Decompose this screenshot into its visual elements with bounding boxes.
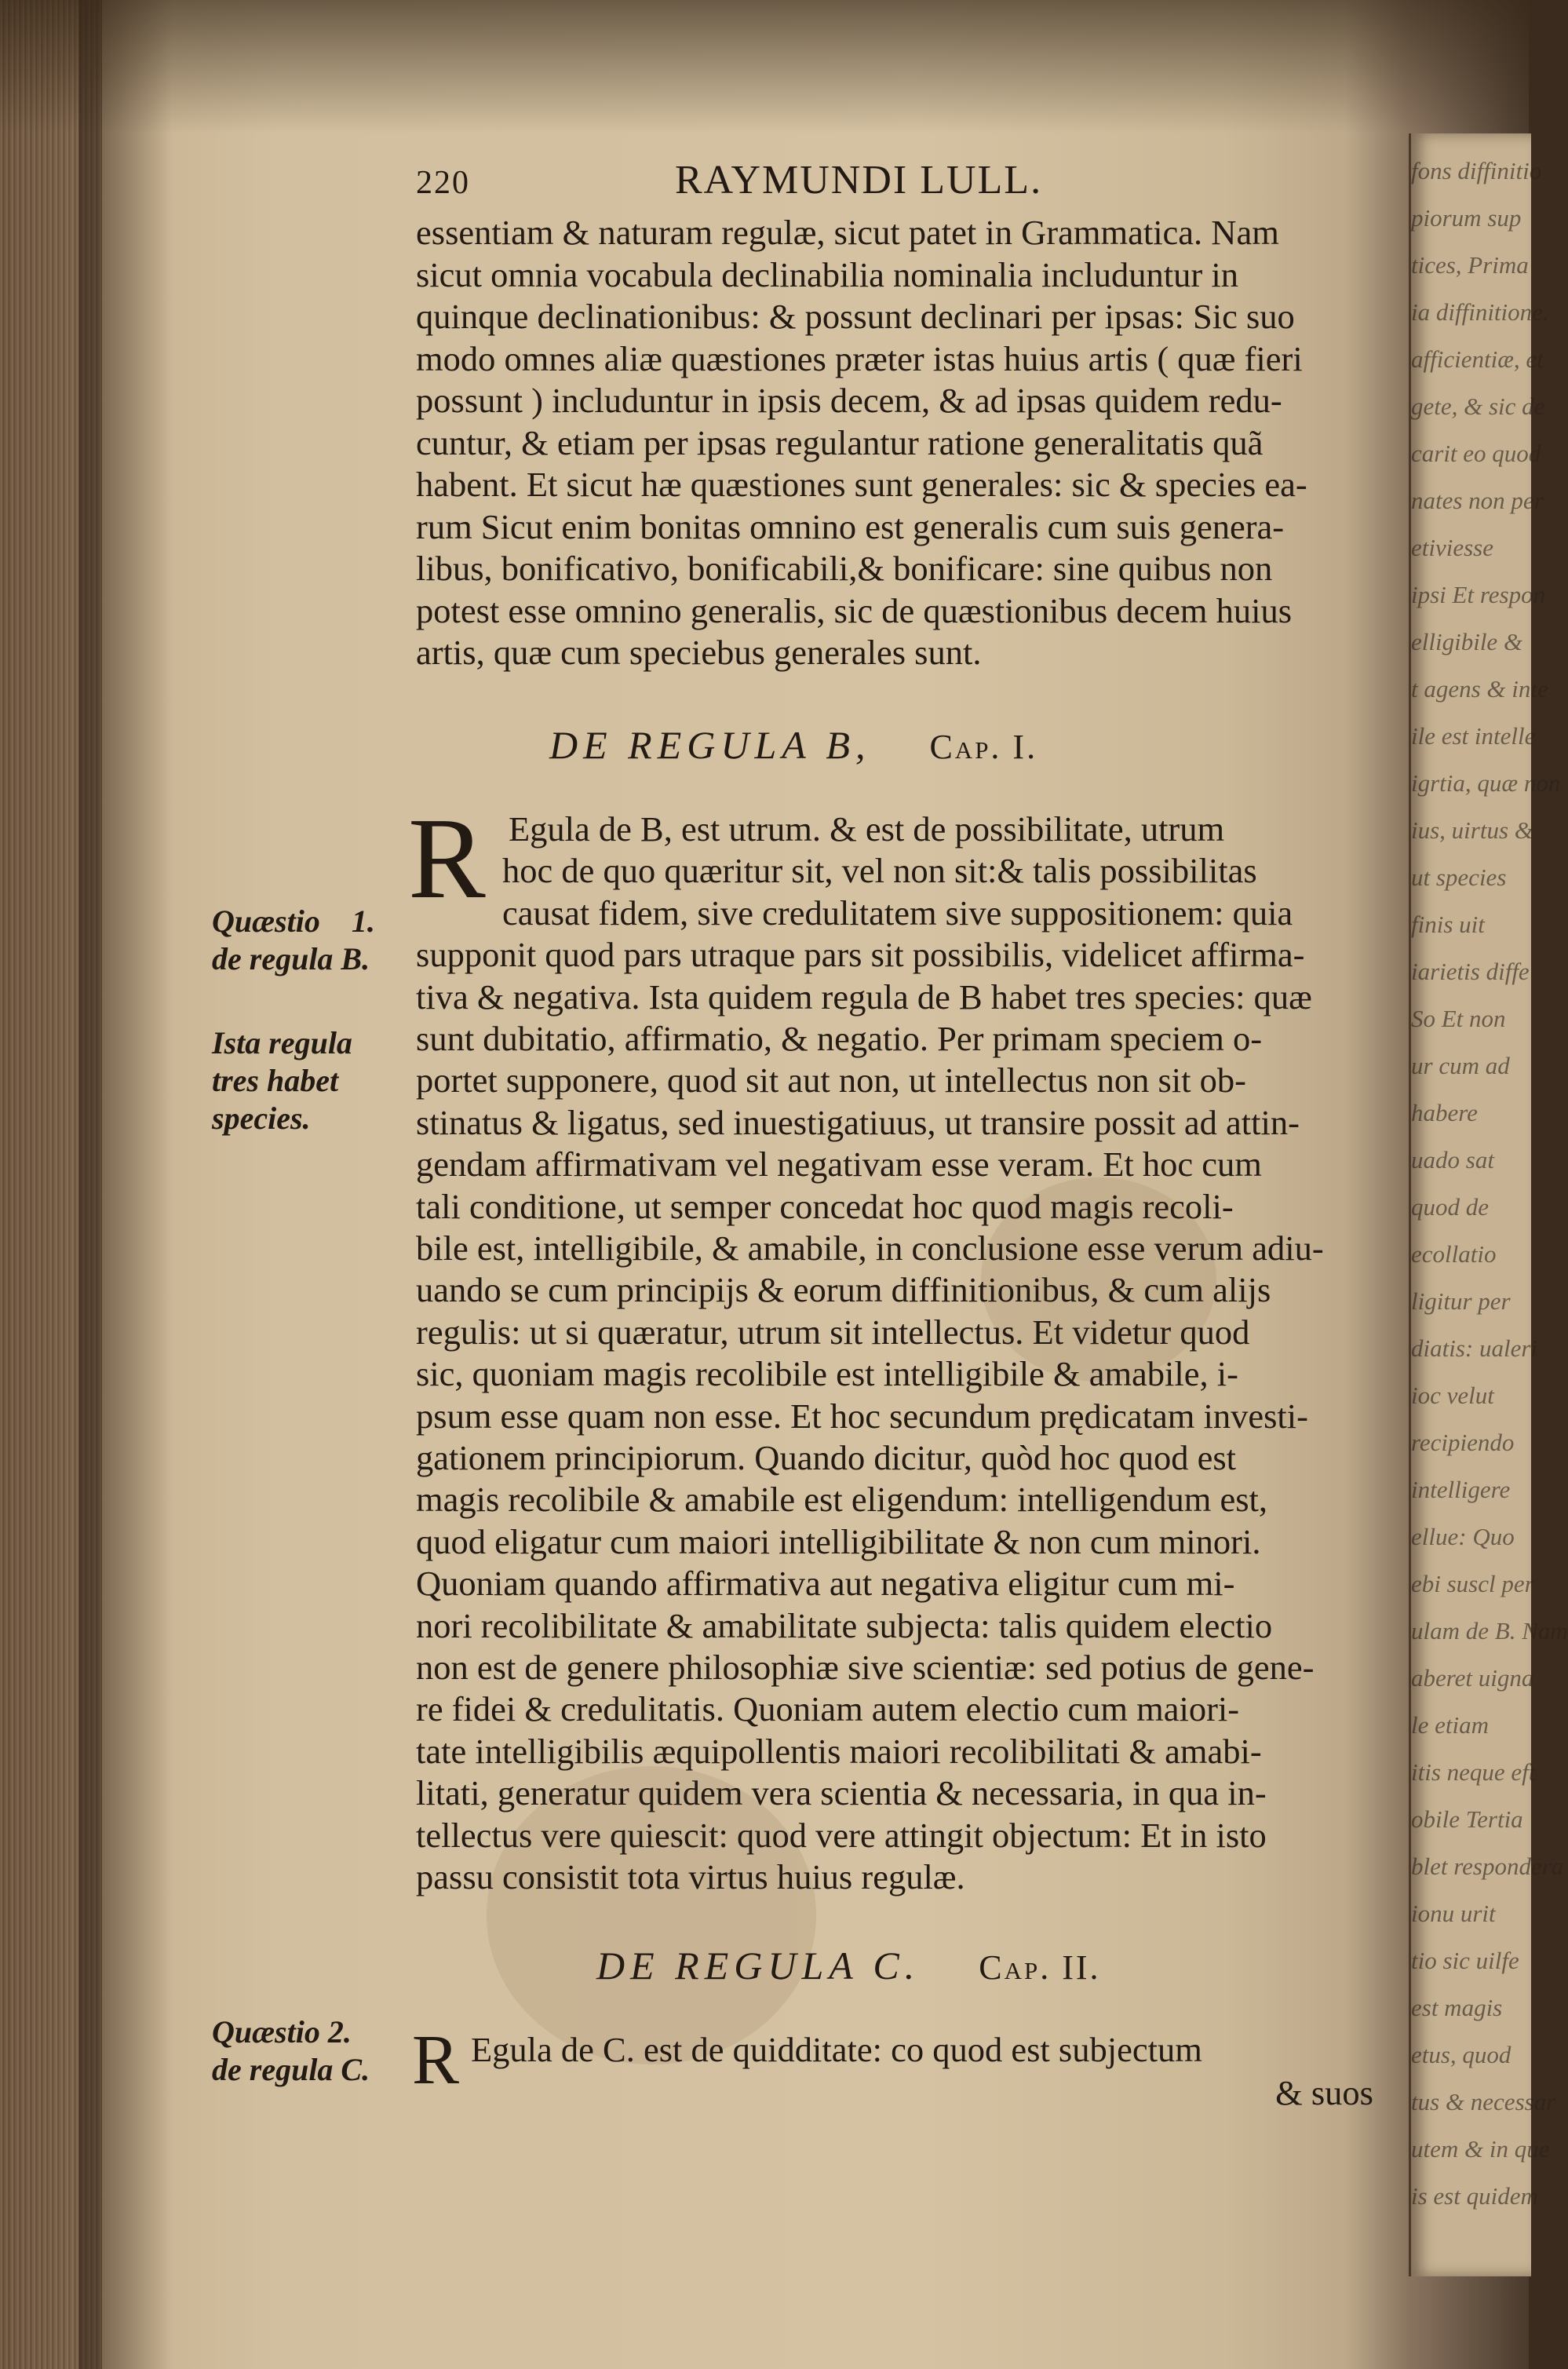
text-line: essentiam & naturam regulæ, sicut patet in Grammatica. Nam: [416, 213, 1279, 252]
text-line: tellectus vere quiescit: quod vere attingit objectum: Et in isto: [416, 1815, 1267, 1855]
text-line: passu consistit tota virtus huius regulæ.: [416, 1857, 965, 1896]
text-line: psum esse quam non esse. Et hoc secundum prędicatam investi-: [416, 1396, 1308, 1436]
text-line: tiva & negativa. Ista quidem regula de B habet tres species: quæ: [416, 976, 1312, 1017]
text-line: tate intelligibilis æquipollentis maiori recolibilitati & amabi-: [416, 1731, 1262, 1771]
text-line: sic, quoniam magis recolibile est intelligibile & amabile, i-: [416, 1354, 1238, 1394]
text-line: stinatus & ligatus, sed inuestigatiuus, ut transire possit ad attin-: [416, 1102, 1300, 1142]
text-line: Quoniam quando affirmativa aut negativa eligitur cum mi-: [416, 1564, 1235, 1604]
facing-page-text: etiviesse: [1411, 534, 1494, 561]
note-line: species.: [212, 1101, 311, 1136]
text-line: libus, bonificativo, bonificabili,& bonificare: sine quibus non: [416, 549, 1273, 588]
page-number: 220: [416, 165, 470, 201]
note-line: Quæstio 2.: [212, 2014, 352, 2050]
text-line: non est de genere philosophiæ sive scientiæ: sed potius de gene-: [416, 1648, 1315, 1687]
facing-page-text: ligitur per: [1411, 1287, 1511, 1315]
facing-page-text: piorum sup: [1411, 204, 1522, 232]
text-line: quod eligatur cum maiori intelligibilitate & non cum minori.: [416, 1521, 1261, 1561]
facing-page-text: itis neque eft: [1411, 1758, 1536, 1786]
text-line: Egula de C. est de quidditate: co quod est subjectum: [471, 2030, 1202, 2069]
facing-page-text: So Et non: [1411, 1005, 1506, 1032]
heading-title: DE REGULA C.: [596, 1944, 921, 1988]
note-line: de regula B.: [212, 941, 370, 976]
facing-page-text: utem & in que: [1411, 2135, 1550, 2163]
facing-page-text: habere: [1411, 1099, 1478, 1126]
facing-page-text: ur cum ad: [1411, 1052, 1510, 1079]
note-line: tres habet: [212, 1063, 339, 1098]
facing-page-text: le etiam: [1411, 1711, 1489, 1739]
text-line: habent. Et sicut hæ quæstiones sunt generales: sic & species ea-: [416, 465, 1307, 504]
section-heading-b: [549, 722, 1037, 768]
text-line: possunt ) includuntur in ipsis decem, & ad ipsas quidem redu-: [416, 381, 1282, 420]
facing-page-text: recipiendo: [1411, 1429, 1515, 1456]
facing-page-text: aberet uigna: [1411, 1664, 1534, 1692]
facing-page-text: is est quidem: [1411, 2182, 1538, 2210]
facing-page-text: obile Tertia: [1411, 1805, 1523, 1833]
text-line: re fidei & credulitatis. Quoniam autem electio cum maiori-: [416, 1689, 1240, 1729]
text-line: regulis: ut si quæratur, utrum sit intellectus. Et videtur quod: [416, 1312, 1250, 1352]
text-line: artis, quæ cum speciebus generales sunt.: [416, 633, 982, 672]
facing-page-text: ia diffinitione.: [1411, 298, 1549, 326]
facing-page-text: ius, uirtus &: [1411, 816, 1533, 844]
running-title: RAYMUNDI LULL.: [675, 158, 1043, 203]
margin-note-question-2: [212, 2013, 416, 2089]
facing-page-text: tices, Prima: [1411, 251, 1529, 279]
facing-page-text: ecollatio: [1411, 1240, 1497, 1268]
facing-page-text: gete, & sic de: [1411, 392, 1545, 420]
text-line: litati, generatur quidem vera scientia & necessaria, in qua in-: [416, 1773, 1267, 1813]
text-line: tali conditione, ut semper concedat hoc quod magis recoli-: [416, 1186, 1234, 1226]
facing-page-text: ionu urit: [1411, 1900, 1496, 1927]
text-line: rum Sicut enim bonitas omnino est generalis cum suis genera-: [416, 506, 1285, 546]
facing-page-text: tio sic uilfe: [1411, 1947, 1519, 1974]
text-line: magis recolibile & amabile est eligendum: intelligendum est,: [416, 1480, 1268, 1520]
facing-page-text: t agens & inte: [1411, 675, 1548, 703]
text-line: & suos: [1275, 2073, 1373, 2112]
text-line: sicut omnia vocabula declinabilia nominalia includuntur in: [416, 254, 1238, 294]
note-line: de regula C.: [212, 2052, 370, 2087]
text-line: causat fidem, sive credulitatem sive suppositionem: quia: [502, 892, 1293, 933]
text-line: hoc de quo quæritur sit, vel non sit:& talis possibilitas: [502, 851, 1257, 891]
facing-page-text: ulam de B. Nam: [1411, 1617, 1568, 1644]
text-line: Egula de B, est utrum. & est de possibilitate, utrum: [509, 809, 1225, 849]
facing-page-text: ipsi Et respon: [1411, 581, 1546, 608]
facing-page-text: iarietis diffe: [1411, 958, 1530, 985]
chapter-label: Cap. I.: [929, 728, 1038, 766]
facing-page-text: nates non per: [1411, 487, 1544, 514]
text-line: sunt dubitatio, affirmatio, & negatio. Per primam speciem o-: [416, 1019, 1263, 1058]
facing-page-text: afficientiæ, et: [1411, 345, 1544, 373]
facing-page-text: diatis: ualeri: [1411, 1334, 1538, 1362]
text-line: cuntur, & etiam per ipsas regulantur ratione generalitatis quã: [416, 422, 1264, 462]
margin-note-question-1: [212, 903, 416, 978]
facing-page-text: est magis: [1411, 1994, 1503, 2021]
chapter-label: Cap. II.: [979, 1948, 1101, 1987]
margin-note-species: [212, 1024, 416, 1137]
facing-page-text: carit eo quod: [1411, 440, 1541, 467]
note-line: Quæstio 1.: [212, 903, 375, 939]
text-line: nori recolibilitate & amabilitate subjecta: talis quidem electio: [416, 1605, 1273, 1645]
running-head: [416, 157, 1042, 203]
facing-page-text: blet respondera: [1411, 1852, 1564, 1880]
facing-page-text: etus, quod: [1411, 2041, 1511, 2068]
text-line: uando se cum principijs & eorum diffinitionibus, & cum alijs: [416, 1270, 1271, 1310]
facing-page-text: fons diffinitio: [1411, 157, 1542, 184]
facing-page-text: ioc velut: [1411, 1382, 1494, 1409]
facing-page-text: ut species: [1411, 863, 1507, 891]
text-line: portet supponere, quod sit aut non, ut intellectus non sit ob-: [416, 1060, 1246, 1101]
text-line: bile est, intelligibile, & amabile, in conclusione esse verum adiu-: [416, 1228, 1324, 1268]
section-heading-c: [596, 1943, 1101, 1988]
text-line: gationem principiorum. Quando dicitur, quòd hoc quod est: [416, 1438, 1237, 1477]
text-line: gendam affirmativam vel negativam esse veram. Et hoc cum: [416, 1144, 1262, 1184]
facing-page-text: intelligere: [1411, 1476, 1511, 1503]
text-line: quinque declinationibus: & possunt declinari per ipsas: Sic suo: [416, 297, 1295, 336]
text-line: potest esse omnino generalis, sic de quæstionibus decem huius: [416, 590, 1293, 630]
heading-title: DE REGULA B,: [549, 723, 871, 767]
facing-page-text: uado sat: [1411, 1146, 1494, 1174]
drop-capital: R: [408, 794, 486, 923]
facing-page-text: ellue: Quo: [1411, 1523, 1515, 1550]
drop-capital: R: [412, 2021, 460, 2099]
facing-page-text: tus & necessar: [1411, 2088, 1556, 2115]
facing-page-text: ebi suscl per: [1411, 1570, 1534, 1597]
facing-page-text: elligibile &: [1411, 628, 1523, 655]
facing-page-text: finis uit: [1411, 911, 1485, 938]
text-line: supponit quod pars utraque pars sit possibilis, videlicet affirma-: [416, 935, 1305, 975]
facing-page-text: igrtia, quæ non: [1411, 769, 1561, 797]
facing-page-text: quod de: [1411, 1193, 1490, 1221]
facing-page-text: ile est intelle: [1411, 722, 1536, 750]
note-line: Ista regula: [212, 1025, 352, 1060]
text-line: modo omnes aliæ quæstiones præter istas huius artis ( quæ fieri: [416, 338, 1303, 378]
